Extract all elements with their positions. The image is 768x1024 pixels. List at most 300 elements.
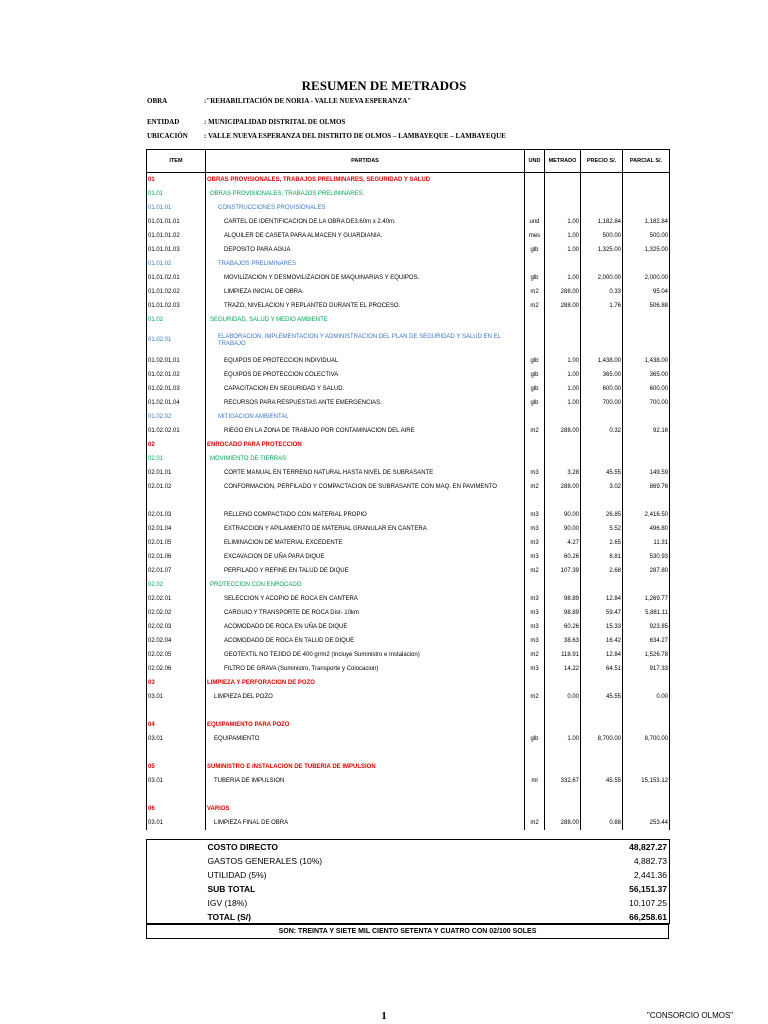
summary-label: TOTAL (S/)	[207, 912, 251, 922]
unit	[525, 802, 545, 816]
unit	[525, 438, 545, 452]
item-code: 01.01.02.02	[147, 285, 206, 299]
parcial-value	[623, 173, 670, 188]
metrado-value: 90.00	[545, 522, 581, 536]
parcial-value	[623, 313, 670, 327]
unit: m3	[525, 522, 545, 536]
item-code: 02	[147, 438, 206, 452]
item-code: 01.01.02	[147, 257, 206, 271]
table-row	[147, 550, 670, 564]
parcial-value	[623, 410, 670, 424]
precio-value: 0.33	[581, 285, 623, 299]
table-row	[147, 201, 670, 215]
partida-desc: CORTE MANUAL EN TERRENO NATURAL HASTA NIVEL DE SUBRASANTE	[206, 466, 525, 480]
unit	[525, 788, 545, 802]
unit	[525, 452, 545, 466]
item-code: 01.02.01.03	[147, 382, 206, 396]
item-code: 01.02.01.04	[147, 396, 206, 410]
item-code: 01.01.01.03	[147, 243, 206, 257]
summary-value: 66,258.61	[546, 910, 670, 924]
metrado-value	[545, 452, 581, 466]
ubicacion-value: : VALLE NUEVA ESPERANZA DEL DISTRITO DE OLMOS – LAMBAYEQUE – LAMBAYEQUE	[204, 132, 506, 140]
precio-value: 2.65	[581, 536, 623, 550]
partida-desc: RIEGO EN LA ZONA DE TRABAJO POR CONTAMINACION DEL AIRE	[206, 424, 525, 438]
precio-value: 1,438.00	[581, 354, 623, 368]
summary-row	[147, 840, 670, 855]
precio-value	[581, 313, 623, 327]
metrado-value	[545, 201, 581, 215]
summary-value: 10,107.25	[546, 896, 670, 910]
precio-value: 8,700.00	[581, 732, 623, 746]
item-code: 04	[147, 718, 206, 732]
obra-value: :"REHABILITACIÓN DE NORIA - VALLE NUEVA ESPERANZA"	[204, 97, 412, 105]
summary-value: 56,151.37	[546, 882, 670, 896]
parcial-value: 5,881.11	[623, 606, 670, 620]
precio-value: 45.55	[581, 774, 623, 788]
item-code: 02.01.03	[147, 508, 206, 522]
table-row	[147, 578, 670, 592]
unit: m3	[525, 550, 545, 564]
unit	[525, 760, 545, 774]
unit	[525, 746, 545, 760]
table-row	[147, 438, 670, 452]
summary-label: UTILIDAD (5%)	[207, 870, 267, 880]
unit	[525, 173, 545, 188]
table-row	[147, 480, 670, 494]
metrado-value	[545, 494, 581, 508]
table-row	[147, 816, 670, 830]
table-row	[147, 494, 670, 508]
partida-desc: ACOMODADO DE ROCA EN TALUD DE DIQUE	[206, 634, 525, 648]
partida-desc: OBRAS PROVISIONALES, TRABAJOS PRELIMINARES, SEGURIDAD Y SALUD	[206, 173, 525, 188]
partida-desc: CONSTRUCCIONES PROVISIONALES	[206, 201, 525, 215]
item-code: 03.01	[147, 732, 206, 746]
precio-value: 26.85	[581, 508, 623, 522]
partida-desc: ELABORACION, IMPLEMENTACION Y ADMINISTRACION DEL PLAN DE SEGURIDAD Y SALUD EN EL TRABAJO	[206, 327, 525, 354]
summary-row	[147, 896, 670, 910]
item-code: 01.01.02.03	[147, 299, 206, 313]
precio-value	[581, 410, 623, 424]
item-code: 01.02.02	[147, 410, 206, 424]
summary-spacer	[147, 854, 206, 868]
precio-value: 5.52	[581, 522, 623, 536]
item-code: 05	[147, 760, 206, 774]
table-row	[147, 368, 670, 382]
metrado-value	[545, 410, 581, 424]
table-row	[147, 452, 670, 466]
precio-value: 0.88	[581, 816, 623, 830]
entidad-line	[147, 118, 345, 126]
partida-desc: SEGURIDAD, SALUD Y MEDIO AMBIENTE	[206, 313, 525, 327]
unit: m2	[525, 564, 545, 578]
parcial-value	[623, 802, 670, 816]
parcial-value: 287.80	[623, 564, 670, 578]
precio-value: 15.33	[581, 620, 623, 634]
metrado-value: 3.28	[545, 466, 581, 480]
parcial-value	[623, 704, 670, 718]
table-row	[147, 802, 670, 816]
table-row	[147, 187, 670, 201]
item-code: 03.01	[147, 816, 206, 830]
parcial-value	[623, 494, 670, 508]
ubicacion-line	[147, 132, 506, 140]
summary-value: 48,827.27	[546, 840, 670, 855]
metrado-value: 288.00	[545, 285, 581, 299]
unit: m2	[525, 285, 545, 299]
metrado-value: 38.63	[545, 634, 581, 648]
obra-label: OBRA	[147, 97, 168, 105]
precio-value	[581, 494, 623, 508]
header-precio: PRECIO S/.	[581, 150, 623, 173]
item-code	[147, 494, 206, 508]
header-partidas: PARTIDAS	[206, 150, 525, 173]
unit: m3	[525, 606, 545, 620]
metrado-value: 1.00	[545, 396, 581, 410]
parcial-value	[623, 676, 670, 690]
partida-desc: TRAZO, NIVELACION Y REPLANTEO DURANTE EL PROCESO.	[206, 299, 525, 313]
partida-desc: LIMPIEZA FINAL DE OBRA	[206, 816, 525, 830]
summary-row	[147, 882, 670, 896]
item-code: 01.02.02.01	[147, 424, 206, 438]
partida-desc: GEOTEXTIL NO TEJIDO DE 400 gr/m2 (Incluye Suministro e Instalacion)	[206, 648, 525, 662]
item-code	[147, 788, 206, 802]
partida-desc: LIMPIEZA DEL POZO	[206, 690, 525, 704]
partida-desc: LIMPIEZA INICIAL DE OBRA.	[206, 285, 525, 299]
precio-value	[581, 201, 623, 215]
table-row	[147, 774, 670, 788]
parcial-value	[623, 718, 670, 732]
parcial-value: 92.16	[623, 424, 670, 438]
partida-desc: ALQUILER DE CASETA PARA ALMACEN Y GUARDIANIA.	[206, 229, 525, 243]
amount-in-words: SON: TREINTA Y SIETE MIL CIENTO SETENTA Y CUATRO CON 02/100 SOLES	[146, 923, 669, 939]
parcial-value: 1,269.77	[623, 592, 670, 606]
precio-value	[581, 327, 623, 354]
metrado-value: 90.00	[545, 508, 581, 522]
summary-spacer	[147, 896, 206, 910]
table-row	[147, 327, 670, 354]
item-code: 01	[147, 173, 206, 188]
table-row	[147, 536, 670, 550]
unit	[525, 718, 545, 732]
unit: glb	[525, 368, 545, 382]
item-code: 02.02.06	[147, 662, 206, 676]
metrado-value: 14.22	[545, 662, 581, 676]
parcial-value	[623, 201, 670, 215]
item-code: 01.01.02.01	[147, 271, 206, 285]
item-code: 01.01.01.02	[147, 229, 206, 243]
unit	[525, 201, 545, 215]
partida-desc: OBRAS PROVISIONALES, TRABAJOS PRELIMINARES.	[206, 187, 525, 201]
summary-spacer	[147, 882, 206, 896]
header-metrado: METRADO	[545, 150, 581, 173]
unit: m3	[525, 634, 545, 648]
unit: glb	[525, 354, 545, 368]
table-row	[147, 215, 670, 229]
unit: m3	[525, 466, 545, 480]
partida-desc: ENROCADO PARA PROTECCION	[206, 438, 525, 452]
metrado-value	[545, 187, 581, 201]
partida-desc: TUBERIA DE IMPULSION	[206, 774, 525, 788]
unit	[525, 578, 545, 592]
summary-spacer	[147, 910, 206, 924]
partida-desc: TRABAJOS PRELIMINARES	[206, 257, 525, 271]
unit: m3	[525, 592, 545, 606]
precio-value: 1,325.00	[581, 243, 623, 257]
parcial-value	[623, 578, 670, 592]
parcial-value	[623, 438, 670, 452]
item-code	[147, 746, 206, 760]
table-row	[147, 606, 670, 620]
unit	[525, 410, 545, 424]
unit	[525, 257, 545, 271]
partida-desc: CAPACITACION EN SEGURIDAD Y SALUD.	[206, 382, 525, 396]
partida-desc	[206, 746, 525, 760]
precio-value	[581, 578, 623, 592]
parcial-value: 700.00	[623, 396, 670, 410]
metrado-value	[545, 760, 581, 774]
metrado-value: 4.27	[545, 536, 581, 550]
unit: m2	[525, 648, 545, 662]
table-header-row	[147, 150, 670, 173]
unit: und	[525, 215, 545, 229]
summary-row	[147, 868, 670, 882]
parcial-value: 600.00	[623, 382, 670, 396]
table-row	[147, 173, 670, 188]
parcial-value	[623, 257, 670, 271]
parcial-value: 365.00	[623, 368, 670, 382]
metrado-value: 1.00	[545, 243, 581, 257]
header-und: UND	[525, 150, 545, 173]
precio-value: 12.84	[581, 592, 623, 606]
partida-desc: FILTRO DE GRAVA (Suministro, Transporte y Colocacion)	[206, 662, 525, 676]
unit: glb	[525, 271, 545, 285]
table-row	[147, 522, 670, 536]
metrado-value	[545, 327, 581, 354]
precio-value: 600.00	[581, 382, 623, 396]
parcial-value	[623, 327, 670, 354]
precio-value	[581, 187, 623, 201]
unit: m3	[525, 508, 545, 522]
metrado-value: 1.00	[545, 368, 581, 382]
parcial-value: 1,438.00	[623, 354, 670, 368]
metrado-value	[545, 718, 581, 732]
partida-desc: CONFORMACION, PERFILADO Y COMPACTACION DE SUBRASANTE CON MAQ. EN PAVIMENTO	[206, 480, 525, 494]
precio-value: 500.00	[581, 229, 623, 243]
metrado-value: 1.00	[545, 229, 581, 243]
metrado-value: 288.00	[545, 424, 581, 438]
precio-value: 45.55	[581, 466, 623, 480]
item-code: 03.01	[147, 774, 206, 788]
table-row	[147, 382, 670, 396]
partida-desc	[206, 788, 525, 802]
header-item: ITEM	[147, 150, 206, 173]
parcial-value	[623, 187, 670, 201]
partida-desc: EQUIPAMIENTO PARA POZO	[206, 718, 525, 732]
item-code: 02.01.02	[147, 480, 206, 494]
partida-desc: EXCAVACION DE UÑA PARA DIQUE	[206, 550, 525, 564]
parcial-value: 634.27	[623, 634, 670, 648]
table-row	[147, 704, 670, 718]
unit	[525, 313, 545, 327]
precio-value	[581, 760, 623, 774]
summary-row	[147, 910, 670, 924]
precio-value	[581, 676, 623, 690]
precio-value: 59.47	[581, 606, 623, 620]
precio-value	[581, 173, 623, 188]
parcial-value: 1,325.00	[623, 243, 670, 257]
precio-value: 12.84	[581, 648, 623, 662]
table-row	[147, 285, 670, 299]
table-row	[147, 396, 670, 410]
metrado-value: 60.26	[545, 620, 581, 634]
item-code: 03.01	[147, 690, 206, 704]
item-code: 06	[147, 802, 206, 816]
parcial-value	[623, 760, 670, 774]
summary-spacer	[147, 840, 206, 855]
table-row	[147, 354, 670, 368]
summary-table	[146, 839, 670, 924]
partida-desc: CARGUIO Y TRANSPORTE DE ROCA Dist- 10km	[206, 606, 525, 620]
precio-value: 2.68	[581, 564, 623, 578]
table-row	[147, 662, 670, 676]
unit: m2	[525, 424, 545, 438]
parcial-value: 923.85	[623, 620, 670, 634]
metrado-value	[545, 802, 581, 816]
item-code: 02.02.03	[147, 620, 206, 634]
parcial-value: 506.88	[623, 299, 670, 313]
metrado-value: 1.00	[545, 215, 581, 229]
parcial-value: 869.76	[623, 480, 670, 494]
table-row	[147, 243, 670, 257]
unit: m2	[525, 480, 545, 494]
parcial-value: 2,416.50	[623, 508, 670, 522]
entidad-value: : MUNICIPALIDAD DISTRITAL DE OLMOS	[204, 118, 346, 126]
item-code: 03	[147, 676, 206, 690]
precio-value: 3.02	[581, 480, 623, 494]
summary-value: 4,882.73	[546, 854, 670, 868]
table-row	[147, 564, 670, 578]
partida-desc: VARIOS	[206, 802, 525, 816]
item-code	[147, 704, 206, 718]
metrado-value: 1.00	[545, 354, 581, 368]
table-row	[147, 271, 670, 285]
partida-desc: MOVILIZACION Y DESMOVILIZACION DE MAQUINARIAS Y EQUIPOS.	[206, 271, 525, 285]
table-row	[147, 648, 670, 662]
partida-desc: ELIMINACION DE MATERIAL EXCEDENTE	[206, 536, 525, 550]
table-row	[147, 690, 670, 704]
unit: m2	[525, 690, 545, 704]
summary-spacer	[147, 868, 206, 882]
parcial-value: 500.00	[623, 229, 670, 243]
metrados-table	[146, 149, 670, 830]
partida-desc: EXTRACCION Y APILAMIENTO DE MATERIAL GRANULAR EN CANTERA	[206, 522, 525, 536]
partida-desc: EQUIPAMIENTO	[206, 732, 525, 746]
metrado-value: 98.89	[545, 592, 581, 606]
metrado-value	[545, 578, 581, 592]
partida-desc: EQUIPOS DE PROTECCION COLECTIVA	[206, 368, 525, 382]
item-code: 02.01	[147, 452, 206, 466]
partida-desc: CARTEL DE IDENTIFICACION DE LA OBRA DE3.60m x 2.40m.	[206, 215, 525, 229]
summary-label: GASTOS GENERALES (10%)	[207, 856, 323, 866]
item-code: 02.01.05	[147, 536, 206, 550]
summary-label: IGV (18%)	[207, 898, 248, 908]
precio-value	[581, 452, 623, 466]
partida-desc	[206, 704, 525, 718]
partida-desc: MITIGACION AMBIENTAL	[206, 410, 525, 424]
item-code: 02.02.05	[147, 648, 206, 662]
item-code: 02.01.01	[147, 466, 206, 480]
metrado-value: 288.00	[545, 816, 581, 830]
precio-value	[581, 718, 623, 732]
table-row	[147, 634, 670, 648]
partida-desc: SUMINISTRO E INSTALACION DE TUBERIA DE IMPULSION	[206, 760, 525, 774]
precio-value	[581, 704, 623, 718]
table-row	[147, 620, 670, 634]
item-code: 01.02.01	[147, 327, 206, 354]
parcial-value: 917.33	[623, 662, 670, 676]
partida-desc: DEPOSITO PARA AGUA	[206, 243, 525, 257]
summary-label: SUB TOTAL	[207, 884, 256, 894]
item-code: 02.02.02	[147, 606, 206, 620]
metrado-value	[545, 746, 581, 760]
metrado-value: 1.00	[545, 382, 581, 396]
table-row	[147, 676, 670, 690]
header-parcial: PARCIAL S/.	[623, 150, 670, 173]
entidad-label: ENTIDAD	[147, 118, 180, 126]
metrado-value: 1.00	[545, 271, 581, 285]
item-code: 01.01.01	[147, 201, 206, 215]
metrado-value: 107.39	[545, 564, 581, 578]
parcial-value: 11.31	[623, 536, 670, 550]
metrado-value	[545, 173, 581, 188]
precio-value	[581, 746, 623, 760]
page-number: 1	[381, 1010, 387, 1022]
metrado-value: 60.26	[545, 550, 581, 564]
metrado-value: 118.91	[545, 648, 581, 662]
unit	[525, 704, 545, 718]
partida-desc	[206, 494, 525, 508]
unit: glb	[525, 732, 545, 746]
precio-value: 1.76	[581, 299, 623, 313]
precio-value	[581, 257, 623, 271]
table-row	[147, 592, 670, 606]
unit: m3	[525, 620, 545, 634]
metrado-value	[545, 257, 581, 271]
item-code: 02.02	[147, 578, 206, 592]
parcial-value: 0.00	[623, 690, 670, 704]
item-code: 01.02.01.02	[147, 368, 206, 382]
table-row	[147, 508, 670, 522]
parcial-value: 530.93	[623, 550, 670, 564]
unit	[525, 676, 545, 690]
parcial-value: 149.59	[623, 466, 670, 480]
parcial-value: 15,153.12	[623, 774, 670, 788]
precio-value: 8.81	[581, 550, 623, 564]
item-code: 01.01.01.01	[147, 215, 206, 229]
precio-value	[581, 438, 623, 452]
unit: m3	[525, 536, 545, 550]
metrado-value	[545, 313, 581, 327]
precio-value: 64.51	[581, 662, 623, 676]
metrado-value: 98.89	[545, 606, 581, 620]
unit: m3	[525, 662, 545, 676]
metrado-value: 0.00	[545, 690, 581, 704]
metrado-value: 288.00	[545, 299, 581, 313]
table-row	[147, 466, 670, 480]
partida-desc: EQUIPOS DE PROTECCION INDIVIDUAL	[206, 354, 525, 368]
partida-desc: ACOMODADO DE ROCA EN UÑA DE DIQUE	[206, 620, 525, 634]
parcial-value: 95.04	[623, 285, 670, 299]
